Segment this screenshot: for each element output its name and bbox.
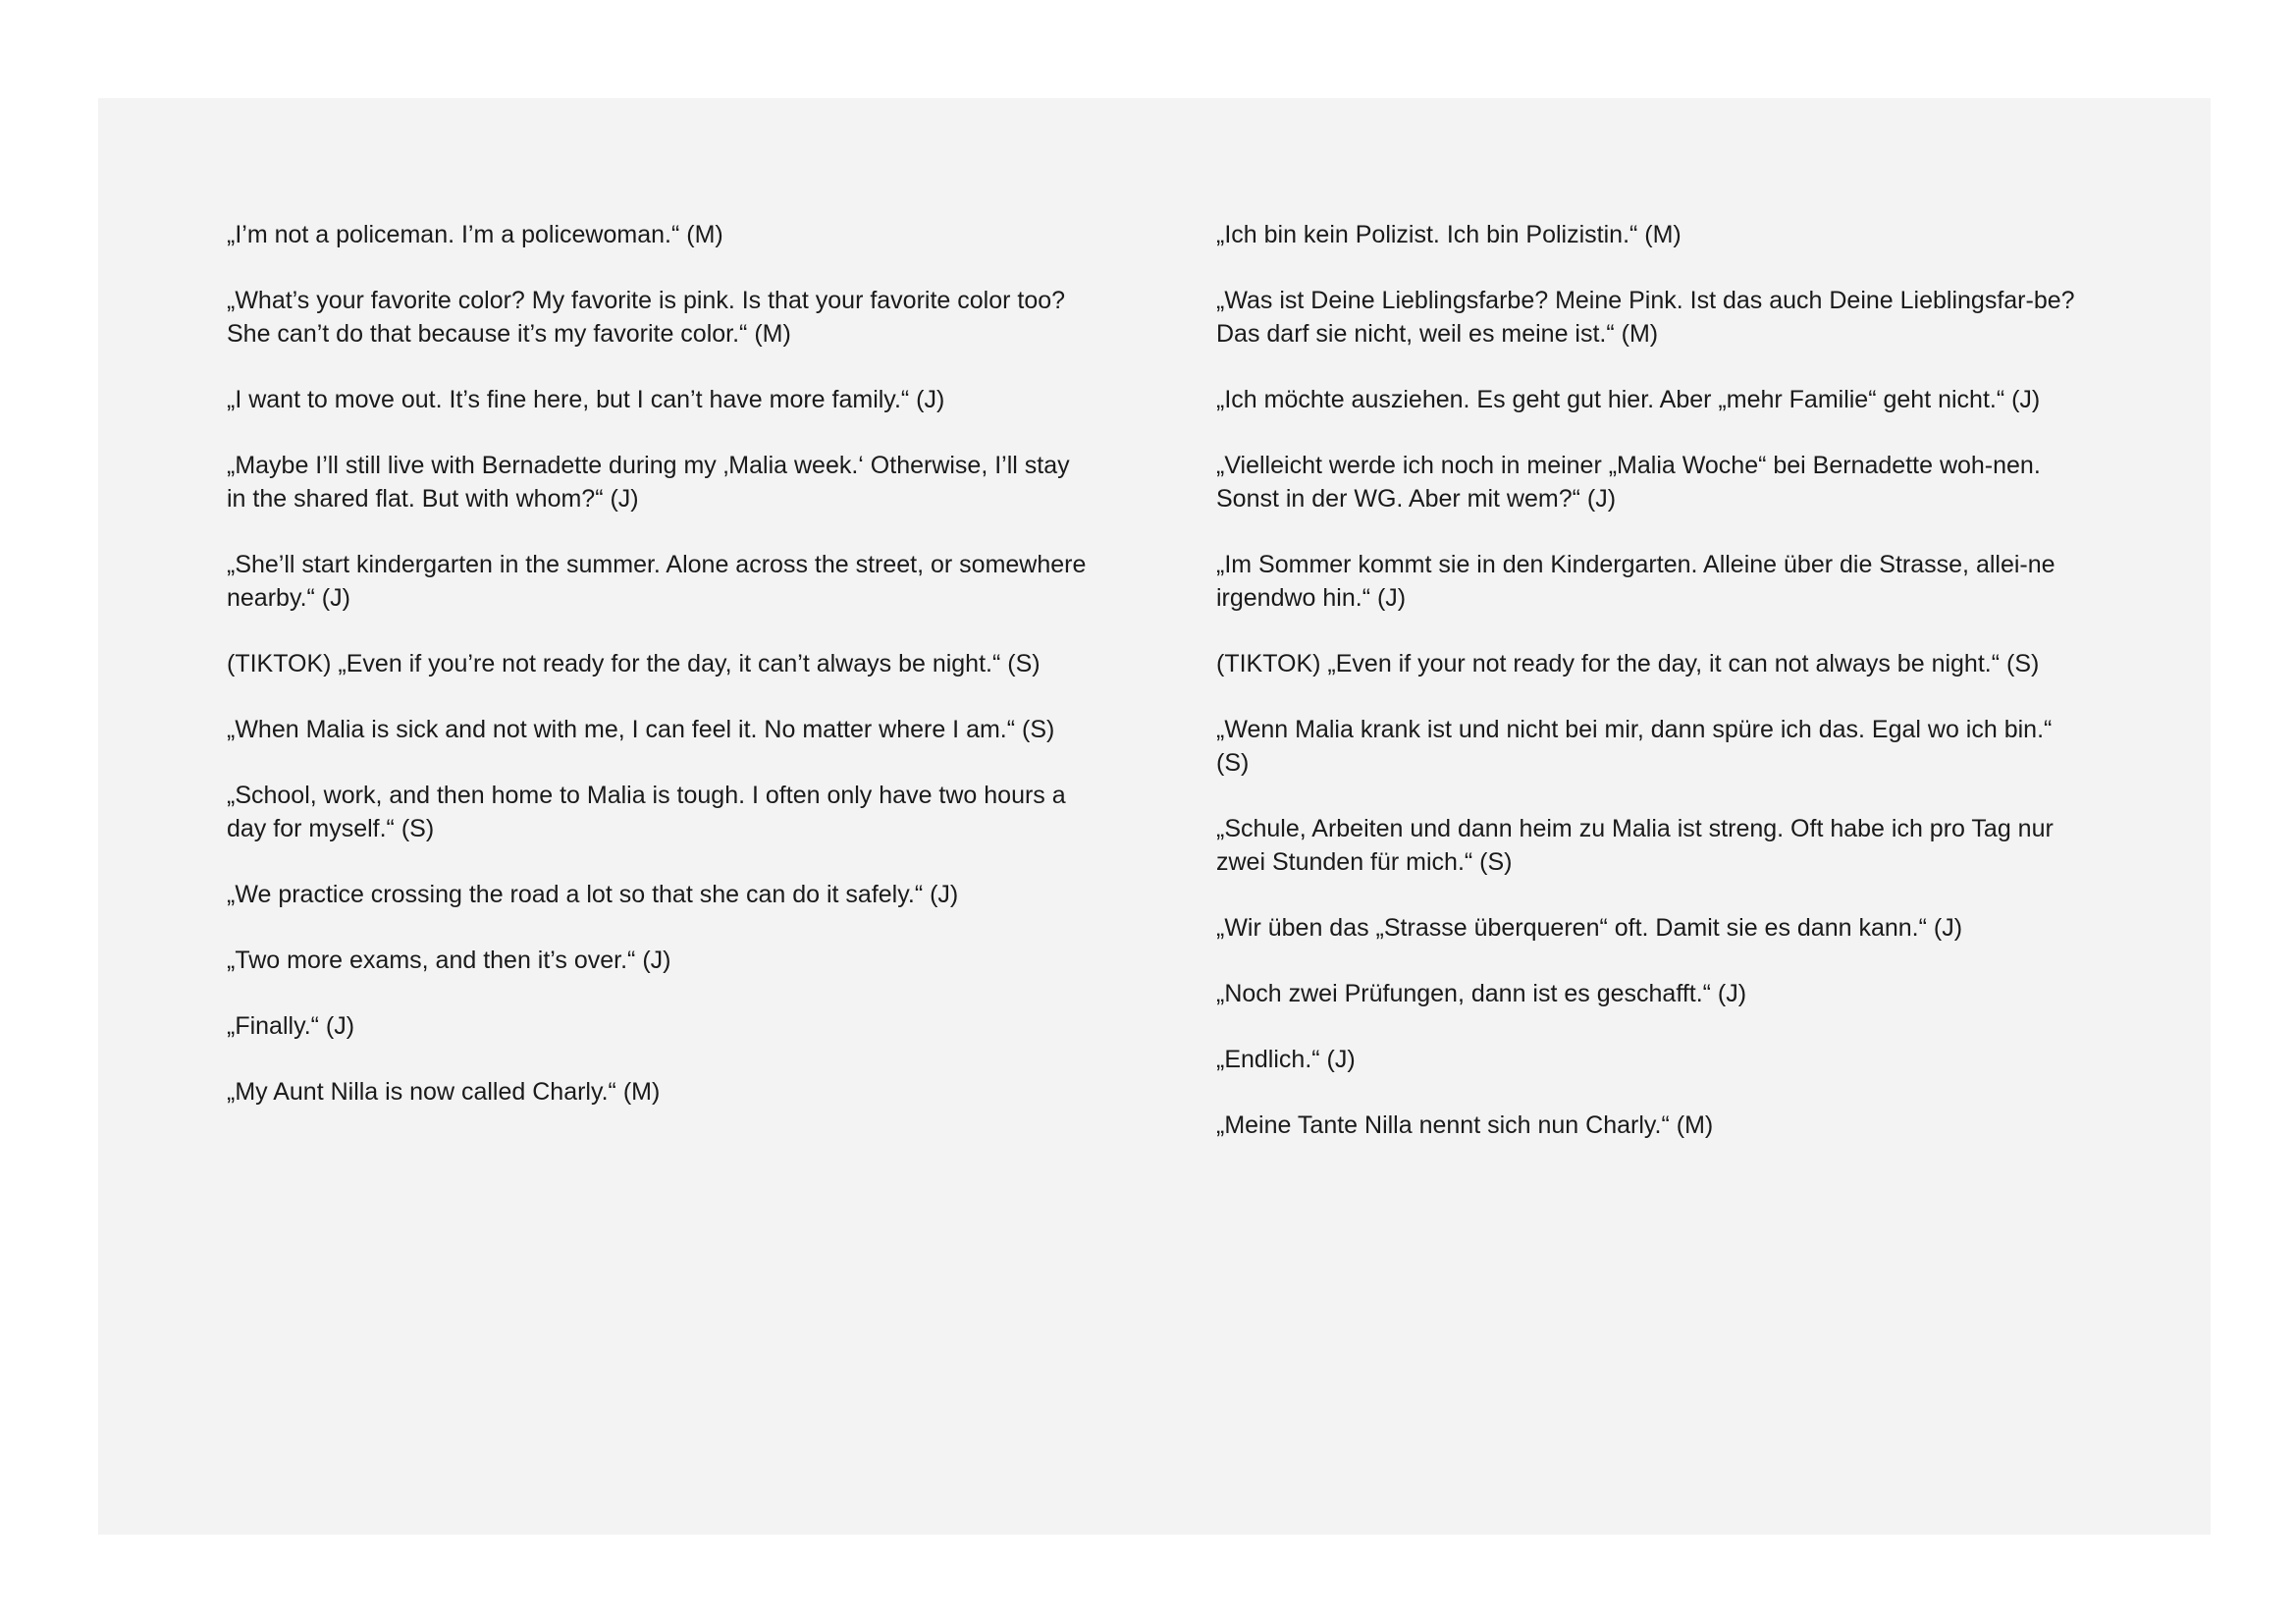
quote-de-5: „Im Sommer kommt sie in den Kindergarten. Alleine über die Strasse, allei-ne irgendwo hin.“ (J)	[1216, 551, 2056, 612]
quote-de-7: „Wenn Malia krank ist und nicht bei mir, dann spüre ich das. Egal wo ich bin.“ (S)	[1216, 716, 2053, 777]
quote-en-11: „Finally.“ (J)	[227, 1012, 355, 1040]
german-column	[1216, 218, 2080, 1174]
quote-en-5: „She’ll start kindergarten in the summer. Alone across the street, or somewhere nearby.“ (J)	[227, 551, 1087, 612]
english-column	[227, 218, 1091, 1141]
document-spread	[98, 98, 2211, 1535]
quote-en-7: „When Malia is sick and not with me, I can feel it. No matter where I am.“ (S)	[227, 716, 1055, 743]
quote-de-12: „Meine Tante Nilla nennt sich nun Charly.“ (M)	[1216, 1111, 1714, 1139]
quote-en-8: „School, work, and then home to Malia is tough. I often only have two hours a day for myself.“ (S)	[227, 782, 1066, 842]
quote-en-6: (TIKTOK) „Even if you’re not ready for the day, it can’t always be night.“ (S)	[227, 650, 1041, 677]
quote-en-4: „Maybe I’ll still live with Bernadette during my ‚Malia week.‘ Otherwise, I’ll stay in the shared flat. But with whom?“ (J)	[227, 452, 1070, 513]
quote-de-1: „Ich bin kein Polizist. Ich bin Polizistin.“ (M)	[1216, 221, 1682, 248]
quote-de-4: „Vielleicht werde ich noch in meiner „Malia Woche“ bei Bernadette woh-nen. Sonst in der WG. Aber mit wem?“ (J)	[1216, 452, 2041, 513]
quote-de-10: „Noch zwei Prüfungen, dann ist es geschafft.“ (J)	[1216, 980, 1747, 1007]
quote-de-11: „Endlich.“ (J)	[1216, 1046, 1356, 1073]
quote-en-10: „Two more exams, and then it’s over.“ (J)	[227, 947, 671, 974]
quote-en-1: „I’m not a policeman. I’m a policewoman.“ (M)	[227, 221, 723, 248]
quote-de-6: (TIKTOK) „Even if your not ready for the day, it can not always be night.“ (S)	[1216, 650, 2040, 677]
quote-en-9: „We practice crossing the road a lot so that she can do it safely.“ (J)	[227, 881, 959, 908]
quote-de-8: „Schule, Arbeiten und dann heim zu Malia ist streng. Oft habe ich pro Tag nur zwei Stunden für mich.“ (S)	[1216, 815, 2054, 876]
quote-en-3: „I want to move out. It’s fine here, but I can’t have more family.“ (J)	[227, 386, 945, 413]
quote-en-2: „What’s your favorite color? My favorite is pink. Is that your favorite color too? She can’t do that because it’s my favorite color.“ (M)	[227, 287, 1066, 348]
quote-en-12: „My Aunt Nilla is now called Charly.“ (M)	[227, 1078, 661, 1106]
quote-de-2: „Was ist Deine Lieblingsfarbe? Meine Pink. Ist das auch Deine Lieblingsfar-be? Das darf sie nicht, weil es meine ist.“ (M)	[1216, 287, 2075, 348]
quote-de-9: „Wir üben das „Strasse überqueren“ oft. Damit sie es dann kann.“ (J)	[1216, 914, 1963, 942]
quote-de-3: „Ich möchte ausziehen. Es geht gut hier. Aber „mehr Familie“ geht nicht.“ (J)	[1216, 386, 2041, 413]
